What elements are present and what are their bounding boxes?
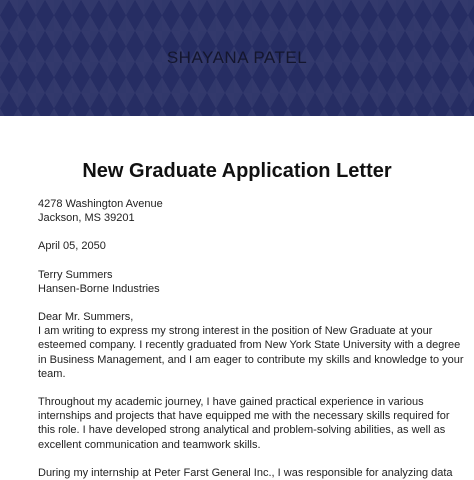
salutation: Dear Mr. Summers,	[38, 311, 134, 324]
paragraph-internship	[38, 466, 453, 480]
paragraph-line: team.	[38, 367, 66, 380]
paragraph-line: in Business Management, and I am eager to contribute my skills and knowledge to your	[38, 353, 464, 366]
sender-address	[38, 197, 436, 225]
paragraph-line: this role. I have developed strong analytical and problem-solving abilities, as well as	[38, 424, 446, 437]
paragraph-line: excellent communication and teamwork skills.	[38, 438, 261, 451]
letter-title: New Graduate Application Letter	[82, 160, 392, 182]
paragraph-line: internships and projects that have equipped me with the necessary skills required for	[38, 410, 450, 423]
address-line: Jackson, MS 39201	[38, 212, 135, 225]
date-text: April 05, 2050	[38, 240, 106, 253]
address-line: 4278 Washington Avenue	[38, 198, 163, 210]
recipient-line: Terry Summers	[38, 268, 113, 281]
paragraph-line: esteemed company. I recently graduated from New York State University with a degree	[38, 339, 461, 352]
header-banner	[0, 0, 474, 116]
paragraph-experience	[38, 395, 450, 452]
recipient-line: Hansen-Borne Industries	[38, 282, 160, 295]
paragraph-line: Throughout my academic journey, I have gained practical experience in various	[38, 396, 424, 409]
letter-body	[0, 160, 474, 480]
salutation-and-intro	[38, 310, 464, 381]
letter-date	[38, 239, 436, 253]
paragraph-line: I am writing to express my strong interest in the position of New Graduate at your	[38, 325, 433, 338]
paragraph-line: During my internship at Peter Farst General Inc., I was responsible for analyzing data	[38, 466, 453, 479]
recipient-block	[38, 268, 436, 296]
sender-name: SHAYANA PATEL	[166, 48, 308, 67]
